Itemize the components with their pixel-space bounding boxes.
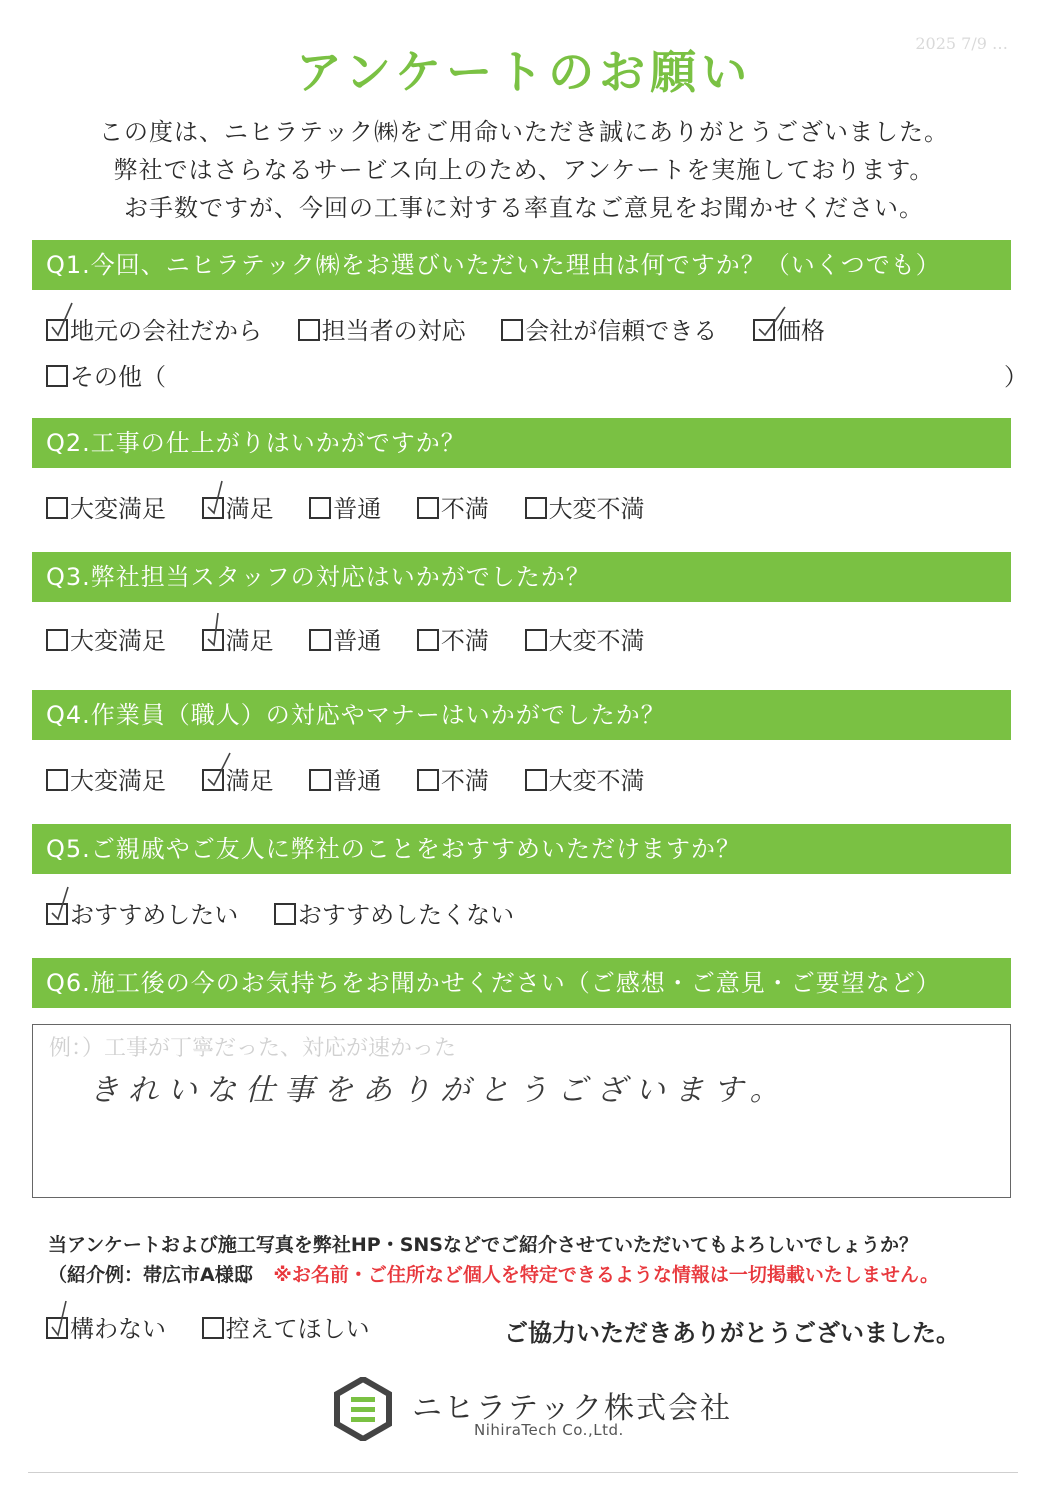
q3-option-normal[interactable]	[309, 624, 381, 658]
option-label: 大変不満	[548, 495, 645, 523]
answer-example-placeholder: 例：）工事が丁寧だった、対応が速かった	[49, 1036, 457, 1061]
option-label: 大変満足	[70, 767, 166, 795]
q1-option-trust[interactable]	[501, 314, 717, 348]
option-label: おすすめしたくない	[297, 901, 515, 929]
option-label: その他（	[70, 363, 166, 391]
check-mark-icon	[206, 751, 236, 791]
checkbox[interactable]	[417, 629, 439, 651]
checkbox[interactable]	[525, 769, 547, 791]
question-3-header: Q3.弊社担当スタッフの対応はいかがでしたか？	[32, 552, 1011, 602]
checkbox[interactable]	[525, 497, 547, 519]
option-label: 担当者の対応	[321, 317, 466, 345]
option-label: 価格	[776, 317, 825, 345]
checkbox[interactable]	[202, 497, 224, 519]
check-mark-icon	[206, 611, 236, 651]
option-label: 控えてほしい	[225, 1315, 370, 1343]
company-logo	[334, 1377, 734, 1447]
q2-option-very-dissatisfied[interactable]	[525, 492, 645, 526]
q3-option-very-satisfied[interactable]	[46, 624, 166, 658]
option-label: 普通	[333, 627, 382, 655]
question-1-options	[46, 314, 853, 348]
company-name-en: NihiraTech Co.,Ltd.	[474, 1421, 624, 1439]
question-3-options	[46, 624, 673, 658]
company-name: ニヒラテック株式会社	[412, 1391, 732, 1426]
checkbox[interactable]	[417, 769, 439, 791]
q1-option-staff[interactable]	[298, 314, 466, 348]
checkbox[interactable]	[525, 629, 547, 651]
q4-option-dissatisfied[interactable]	[417, 764, 489, 798]
q3-option-dissatisfied[interactable]	[417, 624, 489, 658]
q1-option-price[interactable]	[753, 314, 825, 348]
question-1-header: Q1.今回、ニヒラテック㈱をお選びいただいた理由は何ですか？（いくつでも）	[32, 240, 1011, 290]
consent-note	[48, 1260, 939, 1287]
privacy-notice: ※お名前・ご住所など個人を特定できるような情報は一切掲載いたしません。	[273, 1264, 939, 1286]
checkbox[interactable]	[46, 365, 68, 387]
option-label: 満足	[225, 495, 274, 523]
option-label: 普通	[333, 495, 382, 523]
checkbox[interactable]	[309, 629, 331, 651]
check-mark-icon	[757, 301, 787, 341]
question-6-header: Q6.施工後の今のお気持ちをお聞かせください（ご感想・ご意見・ご要望など）	[32, 958, 1011, 1008]
bottom-divider	[28, 1472, 1018, 1473]
option-label: 構わない	[70, 1315, 166, 1343]
option-label: 満足	[225, 767, 274, 795]
q1-option-local[interactable]	[46, 314, 262, 348]
q4-option-very-dissatisfied[interactable]	[525, 764, 645, 798]
check-mark-icon	[206, 479, 236, 519]
question-2-options	[46, 492, 673, 526]
option-label: 満足	[225, 627, 274, 655]
check-mark-icon	[50, 885, 80, 925]
q2-option-normal[interactable]	[309, 492, 381, 526]
option-label: 地元の会社だから	[70, 317, 262, 345]
check-mark-icon	[50, 301, 80, 341]
question-2-header: Q2.工事の仕上がりはいかがですか？	[32, 418, 1011, 468]
thank-you-message: ご協力いただきありがとうございました。	[504, 1319, 960, 1347]
consent-question: 当アンケートおよび施工写真を弊社HP・SNSなどでご紹介させていただいてもよろしいでしょうか？	[48, 1234, 918, 1256]
q3-option-very-dissatisfied[interactable]	[525, 624, 645, 658]
question-5-options	[46, 898, 542, 932]
faint-date-mark: 2025 7/9 …	[915, 34, 1008, 53]
option-label: 大変満足	[70, 627, 166, 655]
q1-option-other[interactable]	[46, 360, 166, 394]
checkbox[interactable]	[298, 319, 320, 341]
checkbox[interactable]	[309, 497, 331, 519]
checkbox[interactable]	[202, 629, 224, 651]
checkbox[interactable]	[46, 629, 68, 651]
option-label: おすすめしたい	[70, 901, 239, 929]
checkbox[interactable]	[46, 319, 68, 341]
intro-line-1: この度は、ニヒラテック㈱をご用命いただき誠にありがとうございました。	[99, 118, 949, 146]
q2-option-very-satisfied[interactable]	[46, 492, 166, 526]
checkbox[interactable]	[46, 903, 68, 925]
checkbox[interactable]	[46, 1317, 68, 1339]
checkbox[interactable]	[202, 1317, 224, 1339]
option-label: 不満	[440, 495, 489, 523]
consent-options	[46, 1312, 398, 1346]
checkbox[interactable]	[309, 769, 331, 791]
option-label: 不満	[440, 627, 489, 655]
q4-option-very-satisfied[interactable]	[46, 764, 166, 798]
handwritten-answer: きれいな仕事をありがとうございます。	[89, 1073, 789, 1108]
consent-example: （紹介例：帯広市A様邸	[48, 1264, 253, 1286]
consent-option-decline[interactable]	[202, 1312, 370, 1346]
checkbox[interactable]	[417, 497, 439, 519]
question-4-header: Q4.作業員（職人）の対応やマナーはいかがでしたか？	[32, 690, 1011, 740]
q3-option-satisfied[interactable]	[202, 624, 274, 658]
check-mark-icon	[50, 1299, 80, 1339]
page-title: アンケートのお願い	[295, 45, 753, 99]
checkbox[interactable]	[274, 903, 296, 925]
free-text-answer-area[interactable]	[32, 1024, 1011, 1198]
option-label: 会社が信頼できる	[525, 317, 718, 345]
checkbox[interactable]	[46, 769, 68, 791]
option-label: 大変満足	[70, 495, 166, 523]
option-label: 大変不満	[548, 627, 645, 655]
checkbox[interactable]	[501, 319, 523, 341]
q5-option-recommend[interactable]	[46, 898, 238, 932]
q4-option-satisfied[interactable]	[202, 764, 274, 798]
question-4-options	[46, 764, 673, 798]
option-label: 大変不満	[548, 767, 645, 795]
option-label: 普通	[333, 767, 382, 795]
intro-line-2: 弊社ではさらなるサービス向上のため、アンケートを実施しております。	[113, 156, 935, 184]
consent-option-ok[interactable]	[46, 1312, 166, 1346]
other-close-paren: ）	[1004, 363, 1028, 391]
checkbox[interactable]	[753, 319, 775, 341]
question-5-header: Q5.ご親戚やご友人に弊社のことをおすすめいただけますか？	[32, 824, 1011, 874]
q5-option-not-recommend[interactable]	[274, 898, 514, 932]
q2-option-satisfied[interactable]	[202, 492, 274, 526]
checkbox[interactable]	[202, 769, 224, 791]
q4-option-normal[interactable]	[309, 764, 381, 798]
checkbox[interactable]	[46, 497, 68, 519]
company-logo-icon	[334, 1377, 392, 1441]
option-label: 不満	[440, 767, 489, 795]
question-1-other-row	[46, 360, 1028, 394]
intro-line-3: お手数ですが、今回の工事に対する率直なご意見をお聞かせください。	[124, 194, 924, 222]
q2-option-dissatisfied[interactable]	[417, 492, 489, 526]
